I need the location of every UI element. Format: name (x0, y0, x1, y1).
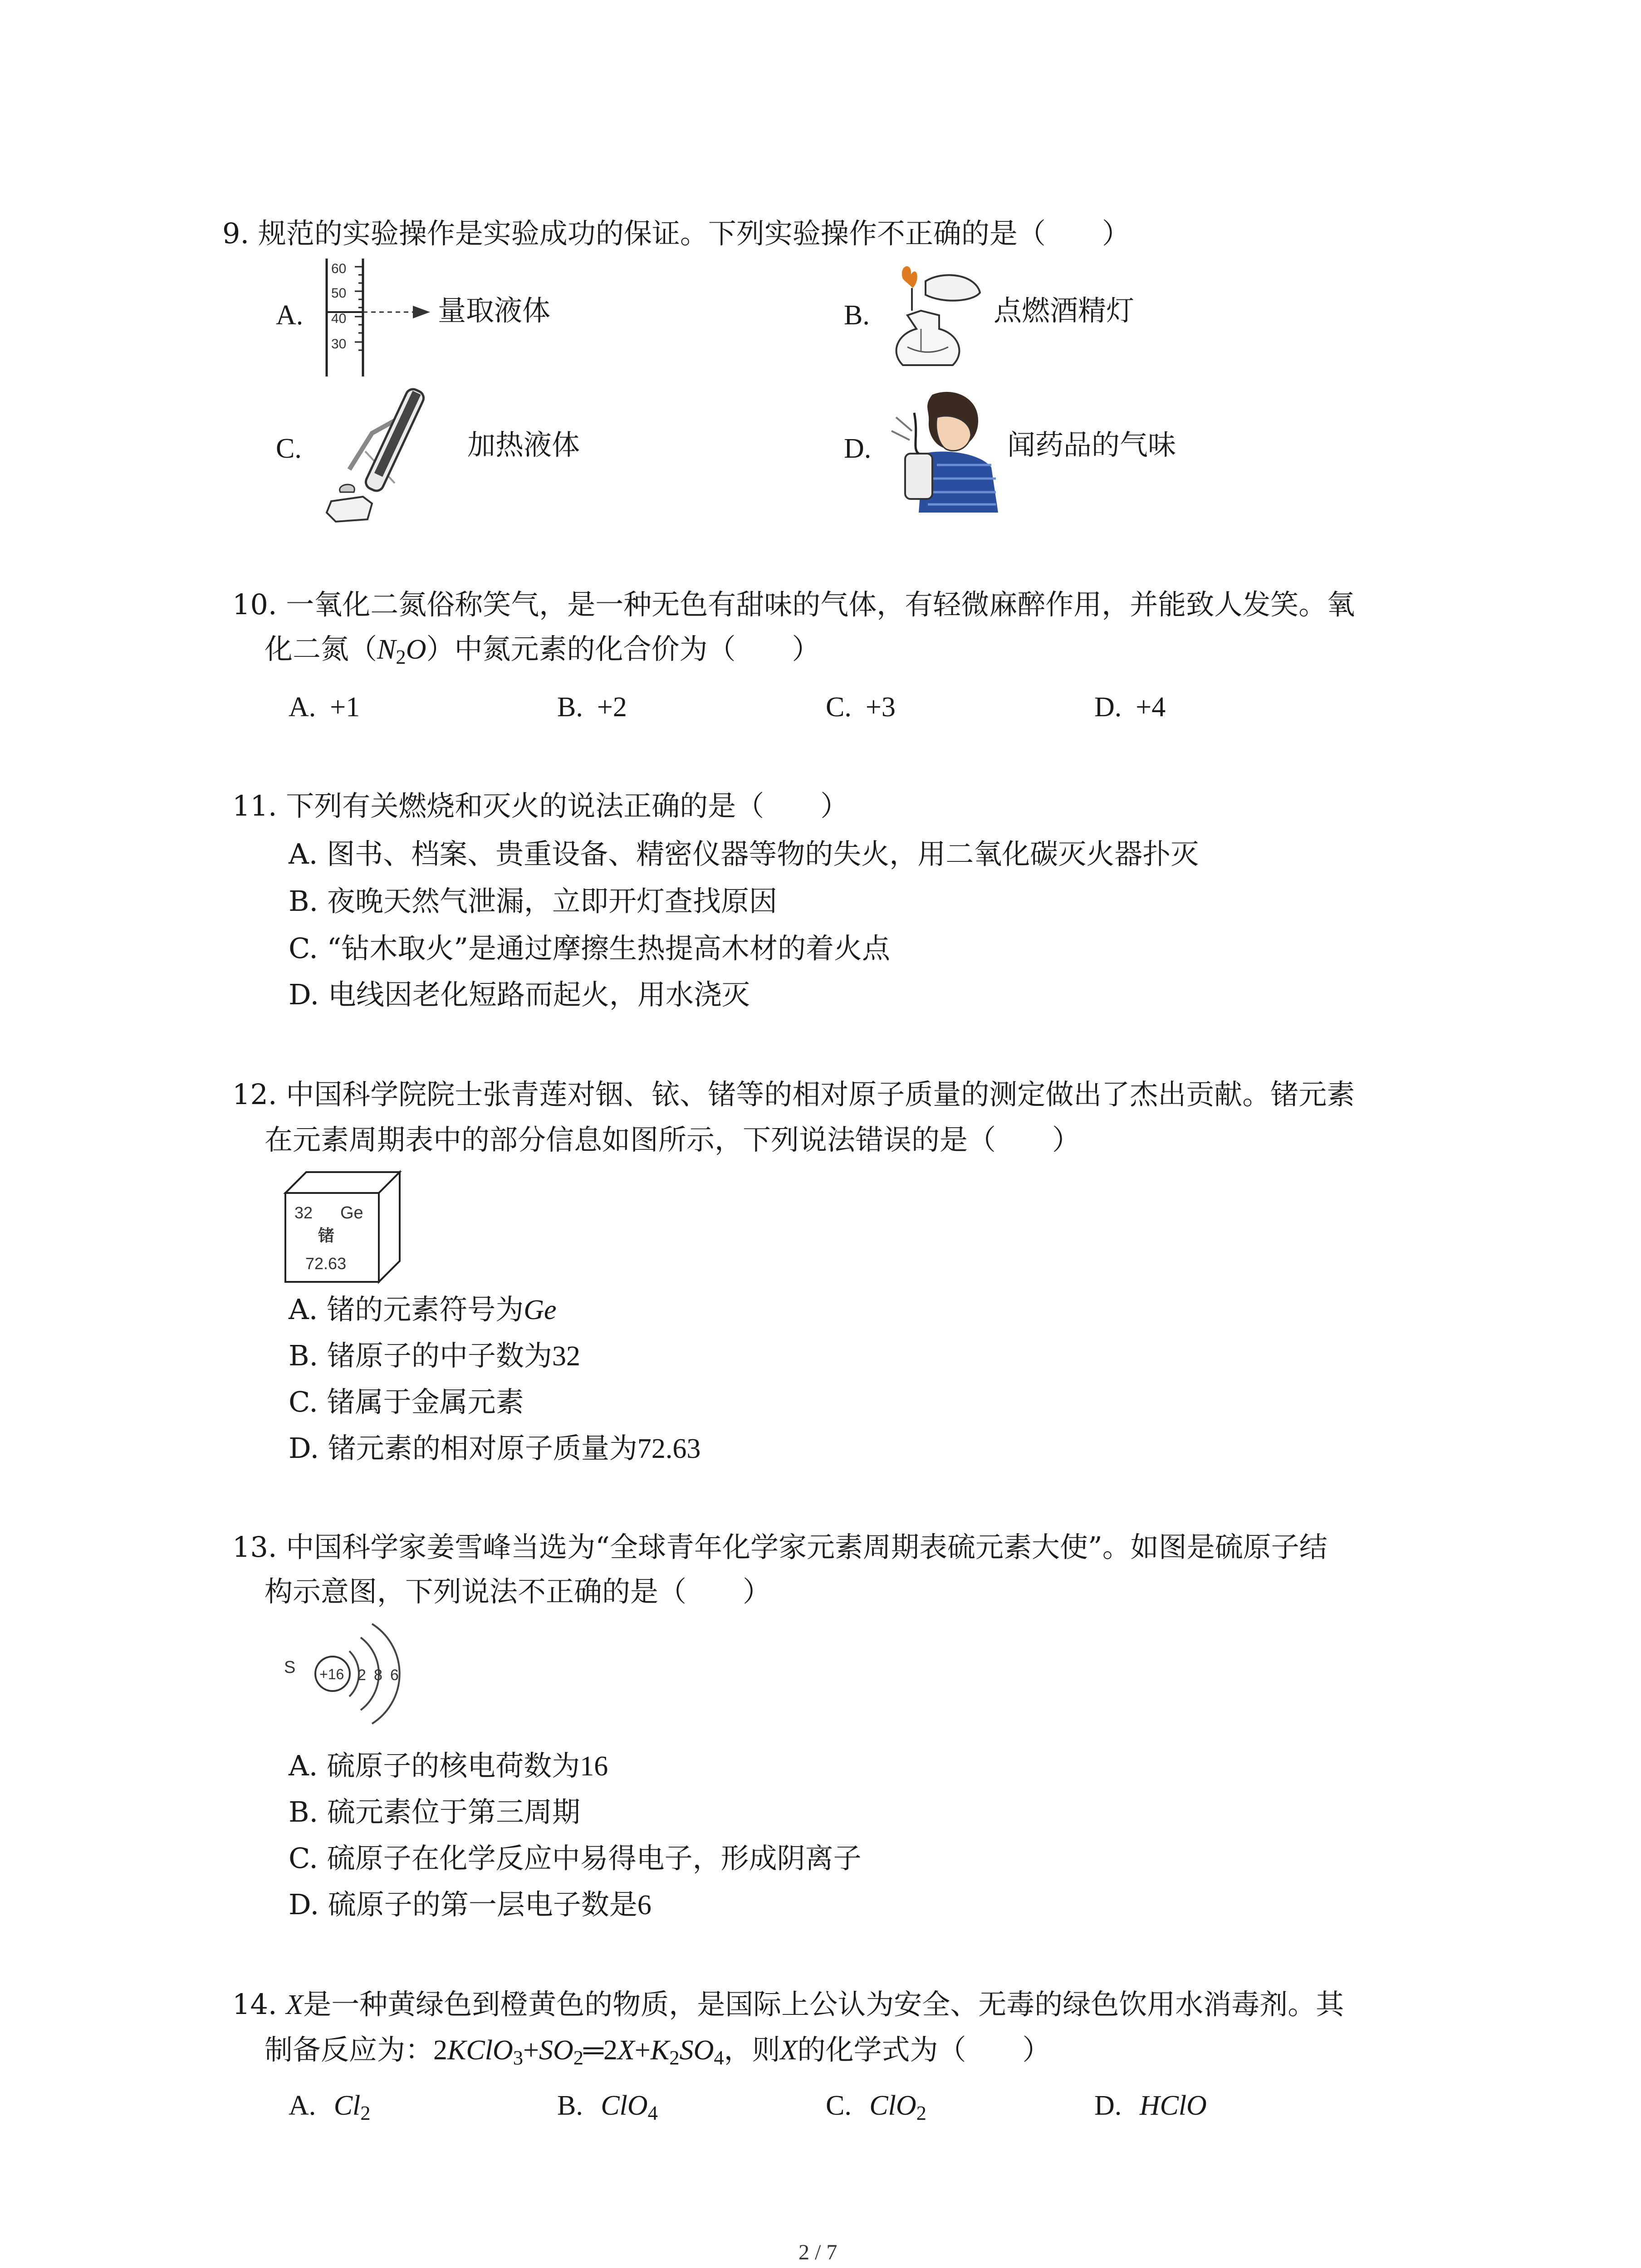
q9-option-d-letter: D. (844, 433, 872, 464)
q14-option-d: D. HClO (1094, 2090, 1207, 2121)
q14-equation: $2KClO_3+SO_2═2X+K_2SO_4$ (433, 2035, 724, 2069)
alcohol-lamp-ignition-icon (889, 261, 998, 374)
q9-option-b-letter: B. (844, 300, 870, 331)
q10-formula-sub: 2 (396, 645, 406, 669)
q9-option-a-letter: A. (276, 300, 304, 331)
q13-line2: 构示意图，下列说法不正确的是（ ） (265, 1575, 771, 1608)
q13-line1: 13. 中国科学家姜雪峰当选为“全球青年化学家元素周期表硫元素大使”。如图是硫原子结 (232, 1530, 1327, 1564)
q10-option-d: D. +4 (1094, 692, 1166, 723)
q13-option-c: C. 硫原子在化学反应中易得电子，形成阴离子 (289, 1842, 862, 1875)
svg-text:锗: 锗 (318, 1227, 335, 1245)
svg-text:32: 32 (294, 1203, 313, 1222)
q10-formula-o: O (406, 634, 426, 665)
q14-line2: 制备反应为：$2KClO_3+SO_2═2X+K_2SO_4$，则X的化学式为（ ） (265, 2033, 1051, 2069)
q12-line1: 12. 中国科学院院士张青莲对铟、铱、锗等的相对原子质量的测定做出了杰出贡献。锗元素 (232, 1078, 1355, 1111)
q9-option-c-text: 加热液体 (467, 428, 580, 461)
test-tube-heating-icon (322, 379, 458, 528)
q13-option-a: A. 硫原子的核电荷数为16 (289, 1749, 608, 1782)
q11-option-c: C. “钻木取火”是通过摩擦生热提高木材的着火点 (289, 932, 891, 965)
svg-text:+16: +16 (319, 1666, 344, 1682)
svg-text:S: S (284, 1658, 296, 1677)
q11-option-a: A. 图书、档案、贵重设备、精密仪器等物的失火，用二氧化碳灭火器扑灭 (289, 837, 1199, 870)
q12-option-b: B. 锗原子的中子数为32 (289, 1339, 580, 1372)
q14-line1: 14. X是一种黄绿色到橙黄色的物质，是国际上公认为安全、无毒的绿色饮用水消毒剂。其 (232, 1988, 1344, 2021)
q10-option-c: C. +3 (826, 692, 896, 723)
q9-option-d-text: 闻药品的气味 (1007, 428, 1176, 461)
q10-line2-pre: 化二氮（ (265, 632, 377, 665)
q12-option-a: A. 锗的元素符号为Ge (289, 1293, 557, 1326)
q12-option-c: C. 锗属于金属元素 (289, 1385, 524, 1418)
q10-option-b: B. +2 (557, 692, 627, 723)
person-smelling-chemical-icon (887, 386, 1005, 517)
q10-formula-n: N (377, 634, 396, 665)
q14-option-a: A. $Cl_2$ (289, 2090, 371, 2125)
q12-line2: 在元素周期表中的部分信息如图所示，下列说法错误的是（ ） (265, 1123, 1081, 1156)
q9-option-b-text: 点燃酒精灯 (994, 294, 1135, 327)
q10-line1: 10. 一氧化二氮俗称笑气，是一种无色有甜味的气体，有轻微麻醉作用，并能致人发笑。氧 (232, 588, 1355, 621)
svg-text:60: 60 (331, 261, 347, 276)
graduated-cylinder-icon (322, 259, 436, 376)
q9-option-a-text: 量取液体 (438, 294, 551, 327)
q10-line2-post: ）中氮元素的化合价为（ ） (426, 632, 820, 665)
q11-stem: 11. 下列有关燃烧和灭火的说法正确的是（ ） (232, 789, 849, 822)
svg-text:8: 8 (374, 1667, 382, 1684)
q13-option-b: B. 硫元素位于第三周期 (289, 1795, 580, 1828)
q10-line2 (265, 632, 820, 669)
svg-text:2: 2 (358, 1667, 366, 1684)
q14-option-b: B. ClO$_4$ (557, 2090, 658, 2125)
q9-stem: 9. 规范的实验操作是实验成功的保证。下列实验操作不正确的是（ ） (222, 217, 1130, 250)
q10-option-a: A. +1 (289, 692, 360, 723)
q12-option-d: D. 锗元素的相对原子质量为72.63 (289, 1432, 701, 1465)
q14-option-c: C. ClO$_2$ (826, 2090, 926, 2125)
q9-option-c-letter: C. (276, 433, 302, 464)
svg-text:6: 6 (390, 1667, 399, 1684)
svg-text:Ge: Ge (340, 1203, 363, 1222)
svg-text:40: 40 (331, 311, 347, 326)
page-number: 2 / 7 (798, 2240, 838, 2264)
svg-text:30: 30 (331, 337, 347, 352)
svg-text:50: 50 (331, 286, 347, 301)
sulfur-atom-structure-diagram (281, 1619, 417, 1737)
q11-option-b: B. 夜晚天然气泄漏，立即开灯查找原因 (289, 885, 777, 918)
svg-text:72.63: 72.63 (305, 1254, 347, 1273)
germanium-element-cell (284, 1170, 402, 1284)
q13-option-d: D. 硫原子的第一层电子数是6 (289, 1888, 652, 1921)
q11-option-d: D. 电线因老化短路而起火，用水浇灭 (289, 978, 750, 1011)
